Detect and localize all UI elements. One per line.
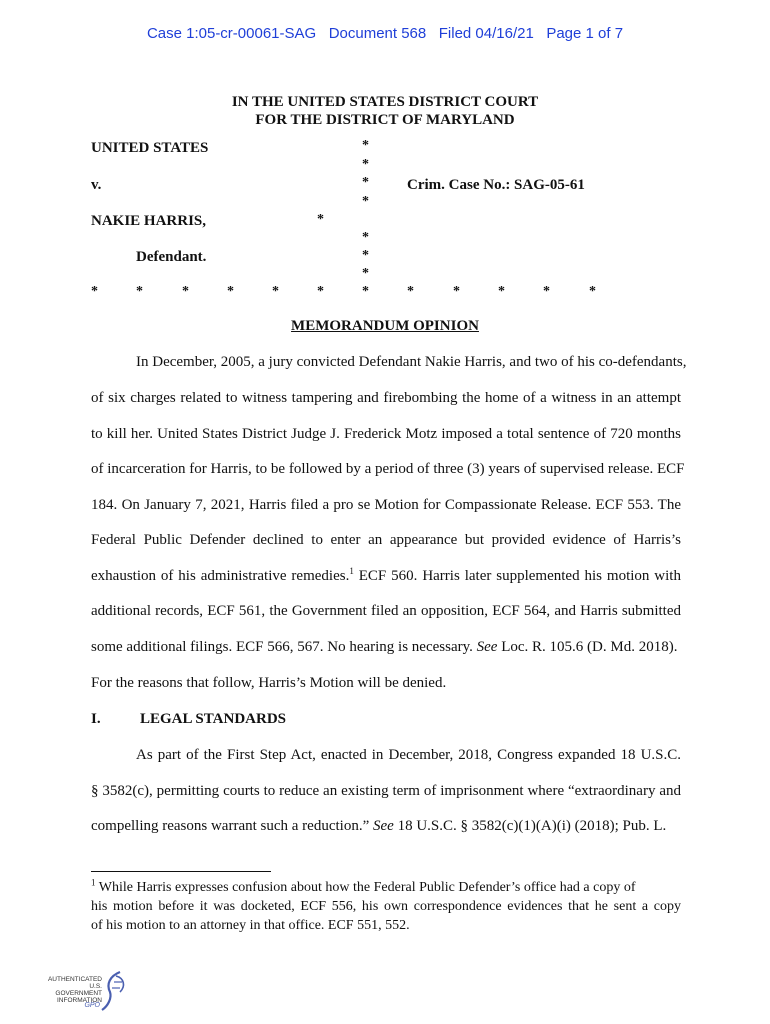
caption-star: * [272, 284, 279, 299]
body-text: exhaustion of his administrative remedies. [91, 568, 350, 584]
body-line: additional records, ECF 561, the Government filed an opposition, ECF 564, and Harris submitted [91, 603, 681, 619]
caption-star: * [589, 284, 596, 299]
body-line: 184. On January 7, 2021, Harris filed a pro se Motion for Compassionate Release. ECF 553. The [91, 497, 681, 513]
footnote-line [91, 878, 681, 897]
court-district: FOR THE DISTRICT OF MARYLAND [255, 112, 515, 128]
caption-star: * [227, 284, 234, 299]
caption-star: * [362, 248, 369, 263]
caption-star: * [362, 157, 369, 172]
body-text: Loc. R. 105.6 (D. Md. 2018). [497, 639, 678, 655]
caption-star: * [498, 284, 505, 299]
footnote-line: of his motion to an attorney in that office. ECF 551, 552. [91, 918, 410, 933]
body-line: Federal Public Defender declined to enter an appearance but provided evidence of Harris’s [91, 532, 681, 548]
body-line: § 3582(c), permitting courts to reduce an existing term of imprisonment where “extraordinary and [91, 783, 681, 799]
gpo-authenticated-logo [32, 966, 132, 1018]
logo-text-line: AUTHENTICATED [47, 976, 102, 983]
footnote-reference[interactable]: 1 [349, 566, 354, 576]
body-line: of six charges related to witness tampering and firebombing the home of a witness in an attempt [91, 390, 681, 406]
gpo-label: GPO [84, 1002, 100, 1009]
see-signal: See [372, 818, 394, 834]
body-line: For the reasons that follow, Harris’s Motion will be denied. [91, 675, 447, 691]
caption-star: * [362, 138, 369, 153]
document-title: MEMORANDUM OPINION [291, 318, 479, 334]
body-text: compelling reasons warrant such a reduction.” [91, 818, 373, 834]
body-line [91, 818, 681, 835]
body-text: some additional filings. ECF 566, 567. No hearing is necessary. [91, 639, 477, 655]
section-number: I. [91, 711, 101, 727]
body-text: ECF 560. Harris later supplemented his motion with [353, 568, 681, 584]
caption-versus: v. [91, 177, 102, 193]
footnote-text: While Harris expresses confusion about how the Federal Public Defender’s office had a copy of [95, 880, 636, 895]
caption-plaintiff: UNITED STATES [91, 140, 209, 156]
body-text: 18 U.S.C. § 3582(c)(1)(A)(i) (2018); Pub. L. [393, 818, 667, 834]
body-line: As part of the First Step Act, enacted in December, 2018, Congress expanded 18 U.S.C. [136, 747, 681, 763]
court-name: IN THE UNITED STATES DISTRICT COURT [231, 94, 539, 110]
caption-star: * [136, 284, 143, 299]
caption-star: * [543, 284, 550, 299]
body-line: In December, 2005, a jury convicted Defendant Nakie Harris, and two of his co-defendants, [136, 354, 687, 370]
caption-star: * [182, 284, 189, 299]
see-signal: See [476, 639, 498, 655]
footnote-marker: 1 [91, 877, 96, 888]
body-line [91, 568, 681, 585]
caption-defendant-label: Defendant. [136, 249, 207, 265]
caption-star: * [362, 175, 369, 190]
eagle-icon [98, 968, 128, 1014]
body-line [91, 639, 681, 656]
body-line: of incarceration for Harris, to be followed by a period of three (3) years of supervised release. ECF [91, 461, 685, 477]
caption-star: * [453, 284, 460, 299]
section-title: LEGAL STANDARDS [140, 711, 287, 727]
logo-text-line: INFORMATION [56, 997, 102, 1004]
caption-star: * [317, 284, 324, 299]
logo-text-line: U.S. GOVERNMENT [55, 983, 102, 997]
caption-star: * [362, 230, 369, 245]
footnote-divider [91, 871, 271, 872]
caption-star: * [362, 284, 369, 299]
caption-star: * [317, 212, 324, 227]
case-number: Crim. Case No.: SAG-05-61 [407, 177, 585, 193]
body-line: to kill her. United States District Judge J. Frederick Motz imposed a total sentence of 720 months [91, 426, 681, 442]
caption-star: * [91, 284, 98, 299]
case-header: Case 1:05-cr-00061-SAG Document 568 Filed 04/16/21 Page 1 of 7 [146, 25, 624, 42]
caption-defendant-name: NAKIE HARRIS, [91, 213, 207, 229]
caption-star: * [362, 266, 369, 281]
footnote-line: his motion before it was docketed, ECF 556, his own correspondence evidences that he sent a copy [91, 899, 681, 914]
caption-star: * [362, 194, 369, 209]
caption-star: * [407, 284, 414, 299]
